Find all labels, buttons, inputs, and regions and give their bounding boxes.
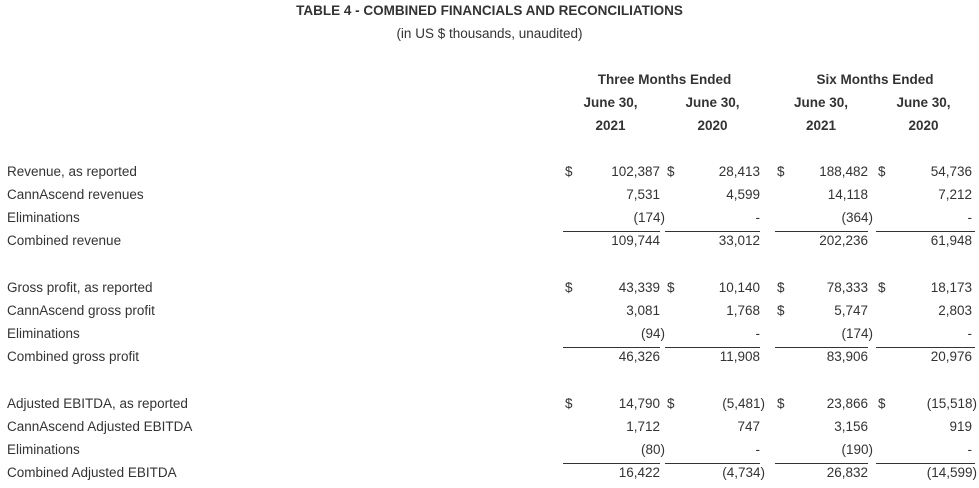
cell-value: (4,734)	[722, 465, 765, 480]
header-three-months: Three Months Ended	[597, 72, 732, 87]
cell-value: 1,712	[626, 419, 660, 434]
header-col4-year: 2020	[908, 118, 939, 133]
cell-value: 43,339	[618, 280, 660, 295]
currency-symbol: $	[667, 164, 675, 179]
row-label: Eliminations	[7, 442, 80, 457]
table-row	[0, 396, 979, 419]
cell-value: 78,333	[826, 280, 868, 295]
cell-value: 10,140	[718, 280, 760, 295]
cell-value: 46,326	[618, 349, 660, 364]
cell-value: 7,531	[626, 187, 660, 202]
header-col4-date: June 30,	[896, 95, 951, 110]
table-row	[0, 349, 979, 372]
header-col3-date: June 30,	[793, 95, 849, 110]
header-col2-year: 2020	[697, 118, 728, 133]
header-six-months: Six Months Ended	[816, 72, 934, 87]
cell-value: 18,173	[930, 280, 972, 295]
row-label: Revenue, as reported	[7, 164, 137, 179]
cell-value: 1,768	[726, 303, 760, 318]
cell-value: 747	[737, 419, 760, 434]
cell-value: -	[755, 210, 760, 225]
cell-value: 83,906	[826, 349, 868, 364]
cell-value: 5,747	[834, 303, 868, 318]
cell-value: 3,081	[626, 303, 660, 318]
cell-value: (174)	[841, 326, 873, 341]
cell-value: 11,908	[719, 349, 760, 364]
header-col1-year: 2021	[595, 118, 626, 133]
total-underline	[876, 463, 975, 464]
cell-value: -	[967, 326, 972, 341]
header-col3-year: 2021	[805, 118, 837, 133]
total-underline	[665, 347, 760, 348]
cell-value: (15,518)	[926, 396, 977, 411]
total-underline	[563, 463, 660, 464]
cell-value: 7,212	[938, 187, 972, 202]
currency-symbol: $	[777, 303, 785, 318]
total-underline	[563, 231, 660, 232]
total-underline	[775, 463, 868, 464]
table-subtitle: (in US $ thousands, unaudited)	[396, 26, 583, 41]
table-row	[0, 419, 979, 442]
cell-value: -	[967, 210, 972, 225]
row-label: Gross profit, as reported	[7, 280, 153, 295]
row-label: Combined revenue	[7, 233, 122, 248]
cell-value: 109,744	[611, 233, 660, 248]
table-row	[0, 465, 979, 488]
cell-value: 23,866	[826, 396, 868, 411]
currency-symbol: $	[565, 396, 573, 411]
cell-value: 26,832	[826, 465, 868, 480]
table-row	[0, 303, 979, 326]
currency-symbol: $	[565, 164, 573, 179]
cell-value: (14,599)	[926, 465, 977, 480]
currency-symbol: $	[878, 164, 886, 179]
cell-value: 20,976	[930, 349, 972, 364]
table-row	[0, 164, 979, 187]
total-underline	[665, 231, 760, 232]
table-row	[0, 280, 979, 303]
table-row	[0, 442, 979, 465]
row-label: Combined gross profit	[7, 349, 140, 364]
table-row	[0, 326, 979, 349]
total-underline	[775, 231, 868, 232]
header-col1-date: June 30,	[583, 95, 638, 110]
cell-value: (174)	[633, 210, 665, 225]
total-underline	[563, 347, 660, 348]
cell-value: 14,118	[827, 187, 868, 202]
currency-symbol: $	[667, 396, 675, 411]
cell-value: (190)	[841, 442, 873, 457]
currency-symbol: $	[777, 164, 785, 179]
currency-symbol: $	[667, 280, 675, 295]
table-row	[0, 187, 979, 210]
cell-value: 188,482	[819, 164, 868, 179]
cell-value: (80)	[640, 442, 665, 457]
cell-value: -	[755, 326, 760, 341]
cell-value: 28,413	[718, 164, 760, 179]
currency-symbol: $	[777, 396, 785, 411]
row-label: CannAscend gross profit	[7, 303, 155, 318]
row-label: Eliminations	[7, 210, 80, 225]
currency-symbol: $	[878, 396, 886, 411]
cell-value: 2,803	[938, 303, 972, 318]
total-underline	[665, 463, 760, 464]
cell-value: 919	[949, 419, 972, 434]
row-label: CannAscend Adjusted EBITDA	[7, 419, 193, 434]
table-row	[0, 210, 979, 233]
cell-value: 61,948	[930, 233, 972, 248]
cell-value: (364)	[841, 210, 873, 225]
total-underline	[876, 231, 975, 232]
total-underline	[775, 347, 868, 348]
cell-value: (5,481)	[722, 396, 765, 411]
cell-value: -	[967, 442, 972, 457]
cell-value: 16,422	[618, 465, 660, 480]
cell-value: 33,012	[718, 233, 760, 248]
cell-value: (94)	[640, 326, 665, 341]
cell-value: 14,790	[618, 396, 660, 411]
table-row	[0, 233, 979, 256]
cell-value: 202,236	[819, 233, 868, 248]
table-title: TABLE 4 - COMBINED FINANCIALS AND RECONCILIATIONS	[296, 3, 683, 18]
cell-value: 54,736	[930, 164, 972, 179]
row-label: Combined Adjusted EBITDA	[7, 465, 177, 480]
cell-value: 4,599	[726, 187, 760, 202]
cell-value: 102,387	[611, 164, 660, 179]
row-label: CannAscend revenues	[7, 187, 144, 202]
currency-symbol: $	[878, 280, 886, 295]
row-label: Eliminations	[7, 326, 80, 341]
row-label: Adjusted EBITDA, as reported	[7, 396, 188, 411]
header-col2-date: June 30,	[685, 95, 740, 110]
cell-value: -	[755, 442, 760, 457]
currency-symbol: $	[565, 280, 573, 295]
cell-value: 3,156	[834, 419, 868, 434]
total-underline	[876, 347, 975, 348]
currency-symbol: $	[777, 280, 785, 295]
